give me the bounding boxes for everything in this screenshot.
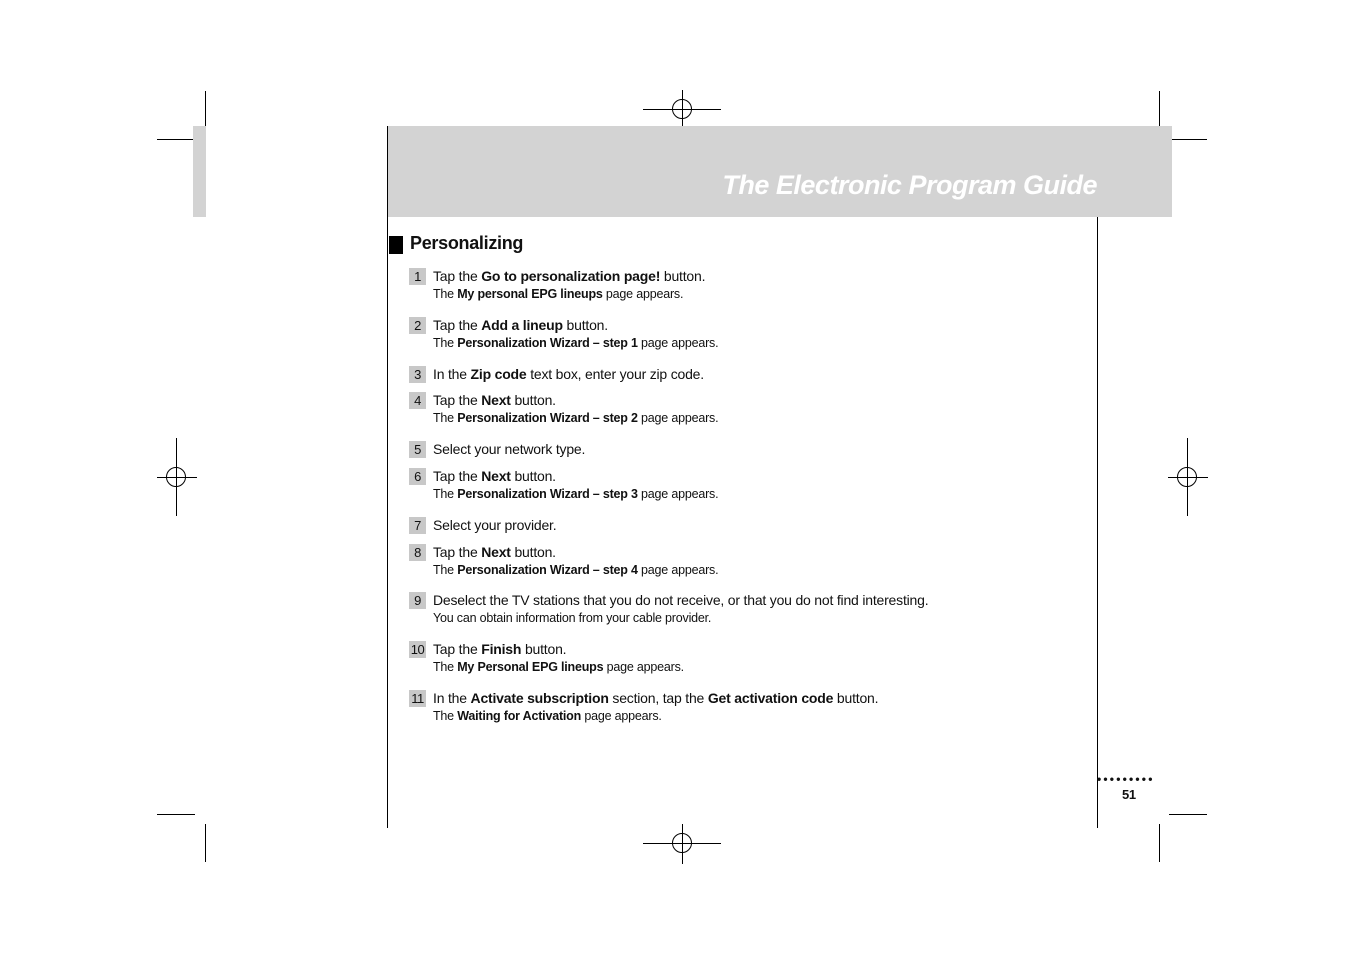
emphasized-term: Next (481, 544, 511, 560)
text-run: Select your provider. (433, 517, 557, 533)
crop-mark (157, 814, 195, 815)
emphasized-term: Personalization Wizard – step 4 (457, 563, 638, 577)
text-run: In the (433, 366, 471, 382)
step-instruction (433, 441, 585, 458)
step-instruction (433, 468, 556, 485)
step-number: 8 (409, 544, 426, 561)
text-run: Tap the (433, 392, 482, 408)
page-title: The Electronic Program Guide (722, 170, 1097, 200)
text-run: button. (510, 544, 556, 560)
text-run: section, tap the (608, 690, 708, 706)
crop-mark (157, 139, 195, 140)
text-run: button. (521, 641, 567, 657)
emphasized-term: Personalization Wizard – step 1 (457, 336, 638, 350)
text-run: Tap the (433, 317, 482, 333)
step-result (433, 335, 718, 351)
emphasized-term: Next (481, 392, 511, 408)
step-result (433, 562, 718, 578)
registration-mark-bottom (643, 824, 721, 864)
crop-mark (1169, 814, 1207, 815)
text-run: page appears. (603, 660, 684, 674)
text-run: page appears. (602, 287, 684, 301)
crop-mark (1159, 824, 1160, 862)
text-run: The (433, 709, 458, 723)
emphasized-term: Get activation code (707, 690, 834, 706)
emphasized-term: My Personal EPG lineups (457, 660, 604, 674)
text-run: Tap the (433, 544, 482, 560)
crop-mark (1169, 139, 1207, 140)
text-run: Tap the (433, 641, 482, 657)
emphasized-term: My personal EPG lineups (457, 287, 603, 301)
text-run: button. (562, 317, 608, 333)
step-instruction (433, 544, 556, 561)
step-instruction (433, 268, 705, 285)
step-number: 9 (409, 592, 426, 609)
step-number: 6 (409, 468, 426, 485)
text-run: Tap the (433, 468, 482, 484)
crop-mark (205, 824, 206, 862)
step-result (433, 610, 711, 626)
chapter-tab (193, 126, 206, 217)
text-run: page appears. (637, 411, 719, 425)
step-instruction (433, 517, 556, 534)
text-run: page appears. (581, 709, 662, 723)
emphasized-term: Add a lineup (481, 317, 563, 333)
text-run: Deselect the TV stations that you do not receive, or that you do not find interesting. (433, 592, 929, 608)
step-result (433, 708, 662, 724)
step-number: 7 (409, 517, 426, 534)
step-instruction (433, 592, 928, 609)
text-run: The (433, 411, 458, 425)
emphasized-term: Finish (481, 641, 522, 657)
section-marker (389, 236, 403, 254)
text-run: button. (510, 468, 556, 484)
text-run: page appears. (637, 336, 719, 350)
emphasized-term: Activate subscription (470, 690, 609, 706)
text-run: page appears. (637, 487, 719, 501)
emphasized-term: Zip code (470, 366, 527, 382)
step-result (433, 410, 718, 426)
text-run: Tap the (433, 268, 482, 284)
step-number: 1 (409, 268, 426, 285)
emphasized-term: Go to personalization page! (481, 268, 661, 284)
registration-mark-right (1168, 438, 1208, 516)
registration-mark-top (643, 90, 721, 130)
footer-dots: ••••••••• (1097, 772, 1155, 786)
step-number: 10 (410, 642, 425, 657)
step-number: 11 (409, 690, 426, 707)
text-run: The (433, 336, 458, 350)
section-heading: Personalizing (410, 233, 524, 253)
text-run: button. (660, 268, 706, 284)
text-run: The (433, 660, 458, 674)
emphasized-term: Waiting for Activation (457, 709, 582, 723)
text-run: You can obtain information from your cable provider. (433, 611, 712, 625)
step-instruction (433, 317, 608, 334)
right-margin-rule (1097, 217, 1098, 828)
emphasized-term: Next (481, 468, 511, 484)
left-margin-rule (387, 126, 388, 828)
text-run: The (433, 487, 458, 501)
step-instruction (433, 366, 704, 383)
step-result (433, 486, 718, 502)
text-run: button. (833, 690, 879, 706)
step-number: 4 (409, 392, 426, 409)
text-run: text box, enter your zip code. (526, 366, 704, 382)
page-number: 51 (1122, 787, 1136, 802)
step-result (433, 286, 683, 302)
step-instruction (433, 641, 566, 658)
text-run: Select your network type. (433, 441, 586, 457)
step-number: 5 (409, 441, 426, 458)
text-run: button. (510, 392, 556, 408)
emphasized-term: Personalization Wizard – step 2 (457, 411, 638, 425)
step-instruction (433, 690, 878, 707)
step-result (433, 659, 684, 675)
step-number: 2 (409, 317, 426, 334)
text-run: The (433, 563, 458, 577)
text-run: The (433, 287, 458, 301)
text-run: In the (433, 690, 471, 706)
emphasized-term: Personalization Wizard – step 3 (457, 487, 638, 501)
registration-mark-left (157, 438, 197, 516)
step-instruction (433, 392, 556, 409)
text-run: page appears. (637, 563, 719, 577)
step-number: 3 (409, 366, 426, 383)
